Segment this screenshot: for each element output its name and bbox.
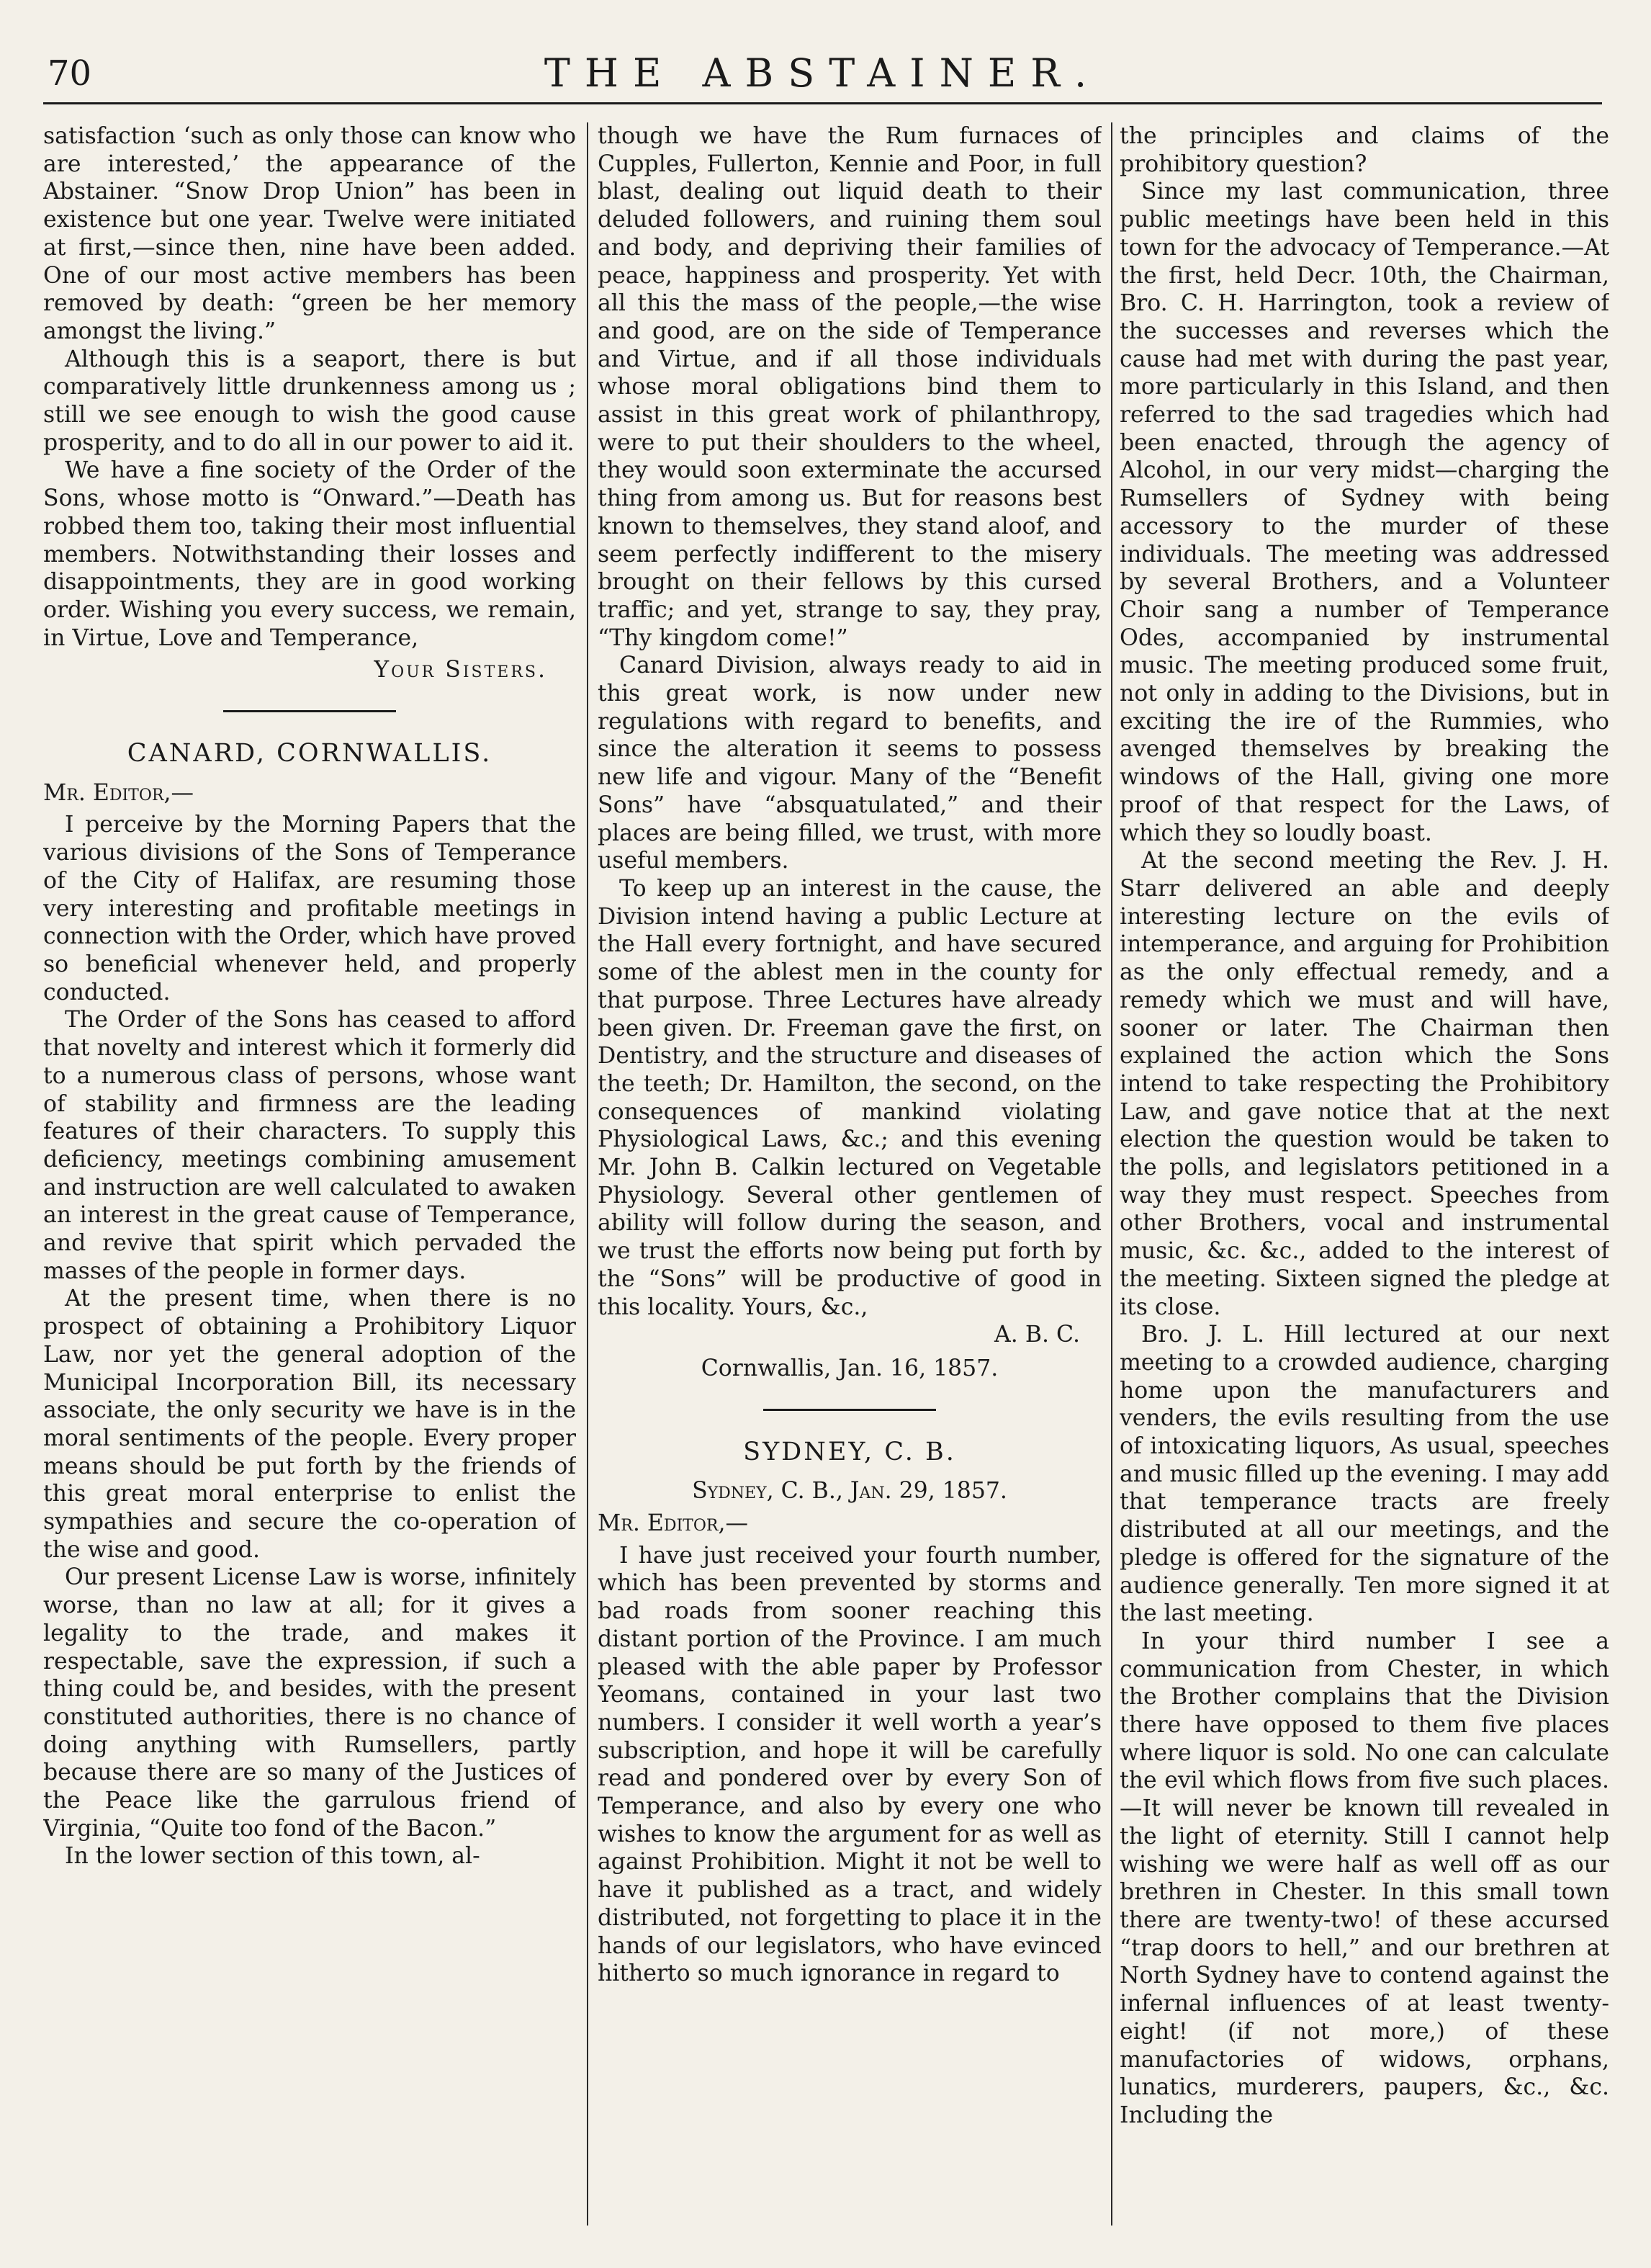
article-paragraph: In the lower section of this town, al-: [65, 1843, 480, 1870]
letter-paragraph: Although this is a seaport, there is but comparatively little drunkenness among us ; still we see enough to wish the good cause prosperity, and to do all in our power to aid it.: [43, 346, 576, 456]
column-3: [1120, 122, 1609, 2240]
page-number: 70: [48, 53, 92, 94]
dateline: Cornwallis, Jan. 16, 1857.: [701, 1355, 999, 1381]
subdateline: Sydney, C. B., Jan. 29, 1857.: [692, 1478, 1007, 1505]
section-heading-sydney: SYDNEY, C. B.: [743, 1437, 956, 1466]
article-paragraph: At the second meeting the Rev. J. H. Starr delivered an able and deeply interesting lecture on the evils of intemperance, and arguing for Prohibition as the only effectual remedy, and a remedy which we must and will have, sooner or later. The Chairman then explained the action which the Sons intend to take respecting the Prohibitory Law, and gave notice that at the next election the question would be taken to the polls, and legislators petitioned in a way they must respect. Speeches from other Brothers, vocal and instrumental music, &c. &c., added to the interest of the meeting. Sixteen signed the pledge at its close.: [1120, 848, 1609, 1320]
section-heading-canard: CANARD, CORNWALLIS.: [127, 739, 492, 768]
article-paragraph: Canard Division, always ready to aid in this great work, is now under new regulations with regard to benefits, and since the alteration it seems to possess new life and vigour. Many of the “Benefit Sons” have “absquatulated,” and their places are being filled, we trust, with more useful members.: [598, 653, 1102, 874]
section-separator: [223, 710, 396, 712]
salutation: Mr. Editor,—: [598, 1510, 748, 1537]
article-paragraph: At the present time, when there is no prospect of obtaining a Prohibitory Liquor Law, nor yet the general adoption of the Municipal Incorporation Bill, its necessary associate, the only security we have is in the moral sentiments of the people. Every proper means should be put forth by the friends of this great moral enterprise to enlist the sympathies and secure the co-operation of the wise and good.: [43, 1286, 576, 1563]
column-1: [43, 122, 576, 2240]
page-header: [43, 37, 1602, 104]
running-title: THE ABSTAINER.: [544, 50, 1102, 96]
article-paragraph: Since my last communication, three public meetings have been held in this town for the advocacy of Temperance.—At the first, held Decr. 10th, the Chairman, Bro. C. H. Harrington, took a review of the successes and reverses which the cause had met with during the past year, more particularly in this Island, and then referred to the sad tragedies which had been enacted, through the agency of Alcohol, in our very midst—charging the Rumsellers of Sydney with being accessory to the murder of these individuals. The meeting was addressed by several Brothers, and a Volunteer Choir sang a number of Temperance Odes, accompanied by instrumental music. The meeting produced some fruit, not only in adding to the Divisions, but in exciting the ire of the Rummies, who avenged themselves by breaking the windows of the Hall, giving one more proof of that respect for the Laws, of which they so loudly boast.: [1120, 179, 1609, 846]
article-paragraph: Our present License Law is worse, infinitely worse, than no law at all; for it gives a legality to the trade, and makes it respectable, save the expression, if such a thing could be, and besides, with the present constituted authorities, there is no chance of doing anything with Rumsellers, partly because there are so many of the Justices of the Peace like the garrulous friend of Virginia, “Quite too fond of the Bacon.”: [43, 1564, 576, 1842]
article-paragraph: The Order of the Sons has ceased to afford that novelty and interest which it formerly did to a numerous class of persons, whose want of stability and firmness are the leading features of their characters. To supply this deficiency, meetings combining amusement and instruction are well calculated to awaken an interest in the great cause of Temperance, and revive that spirit which pervaded the masses of the people in former days.: [43, 1007, 576, 1284]
section-separator: [763, 1409, 936, 1411]
article-paragraph: I perceive by the Morning Papers that the various divisions of the Sons of Temperance of the City of Halifax, are resuming those very interesting and profitable meetings in connection with the Order, which have proved so beneficial whenever held, and properly conducted.: [43, 812, 576, 1005]
column-2: [598, 122, 1102, 2240]
article-paragraph: Bro. J. L. Hill lectured at our next meeting to a crowded audience, charging home upon the manufacturers and venders, the evils resulting from the use of intoxicating liquors, As usual, speeches and music filled up the evening. I may add that temperance tracts are freely distributed at all our meetings, and the pledge is offered for the signature of the audience generally. Ten more signed it at the last meeting.: [1120, 1322, 1609, 1627]
article-paragraph: though we have the Rum furnaces of Cupples, Fullerton, Kennie and Poor, in full blast, dealing out liquid death to their deluded followers, and ruining them soul and body, and depriving their families of peace, happiness and prosperity. Yet with all this the mass of the people,—the wise and good, are on the side of Temperance and Virtue, and if all those individuals whose moral obligations bind them to assist in this great work of philanthropy, were to put their shoulders to the wheel, they would soon exterminate the accursed thing from among us. But for reasons best known to themselves, they stand aloof, and seem perfectly indifferent to the misery brought on their fellows by this cursed traffic; and yet, strange to say, they pray, “Thy kingdom come!”: [598, 123, 1102, 651]
column-divider-1: [587, 122, 588, 2226]
salutation: Mr. Editor,—: [43, 779, 194, 806]
column-divider-2: [1111, 122, 1112, 2226]
article-paragraph: To keep up an interest in the cause, the Division intend having a public Lecture at the Hall every fortnight, and have secured some of the ablest men in the county for that purpose. Three Lectures have already been given. Dr. Freeman gave the first, on Dentistry, and the structure and diseases of the teeth; Dr. Hamilton, the second, on the consequences of mankind violating Physiological Laws, &c.; and this evening Mr. John B. Calkin lectured on Vegetable Physiology. Several other gentlemen of ability will follow during the season, and we trust the efforts now being put forth by the “Sons” will be productive of good in this locality. Yours, &c.,: [598, 875, 1102, 1320]
article-paragraph: I have just received your fourth number, which has been prevented by storms and bad roads from sooner reaching this distant portion of the Province. I am much pleased with the able paper by Professor Yeomans, contained in your last two numbers. I consider it well worth a year’s subscription, and hope it will be carefully read and pondered over by every Son of Temperance, and also by every one who wishes to know the argument for as well as against Prohibition. Might it not be well to have it published as a tract, and widely distributed, not forgetting to place it in the hands of our legislators, who have evinced hitherto so much ignorance in regard to: [598, 1542, 1102, 1987]
article-signature: A. B. C.: [994, 1322, 1080, 1348]
article-paragraph: the principles and claims of the prohibitory question?: [1120, 123, 1609, 177]
letter-paragraph: satisfaction ‘such as only those can know who are interested,’ the appearance of the Abstainer. “Snow Drop Union” has been in existence but one year. Twelve were initiated at first,—since then, nine have been added. One of our most active members has been removed by death: “green be her memory amongst the living.”: [43, 123, 576, 344]
article-paragraph: In your third number I see a communication from Chester, in which the Brother complains that the Division there have opposed to them five places where liquor is sold. No one can calculate the evil which flows from five such places.—It will never be known till revealed in the light of eternity. Still I cannot help wishing we were half as well off as our brethren in Chester. In this small town there are twenty-two! of these accursed “trap doors to hell,” and our brethren at North Sydney have to contend against the infernal influences of at least twenty-eight! (if not more,) of these manufactories of widows, orphans, lunatics, murderers, paupers, &c., &c. Including the: [1120, 1628, 1609, 2128]
letter-paragraph: We have a fine society of the Order of the Sons, whose motto is “Onward.”—Death has robbed them too, taking their most influential members. Notwithstanding their losses and disappointments, they are in good working order. Wishing you every success, we remain, in Virtue, Love and Temperance,: [43, 457, 576, 651]
letter-signature: Your Sisters.: [374, 657, 547, 683]
